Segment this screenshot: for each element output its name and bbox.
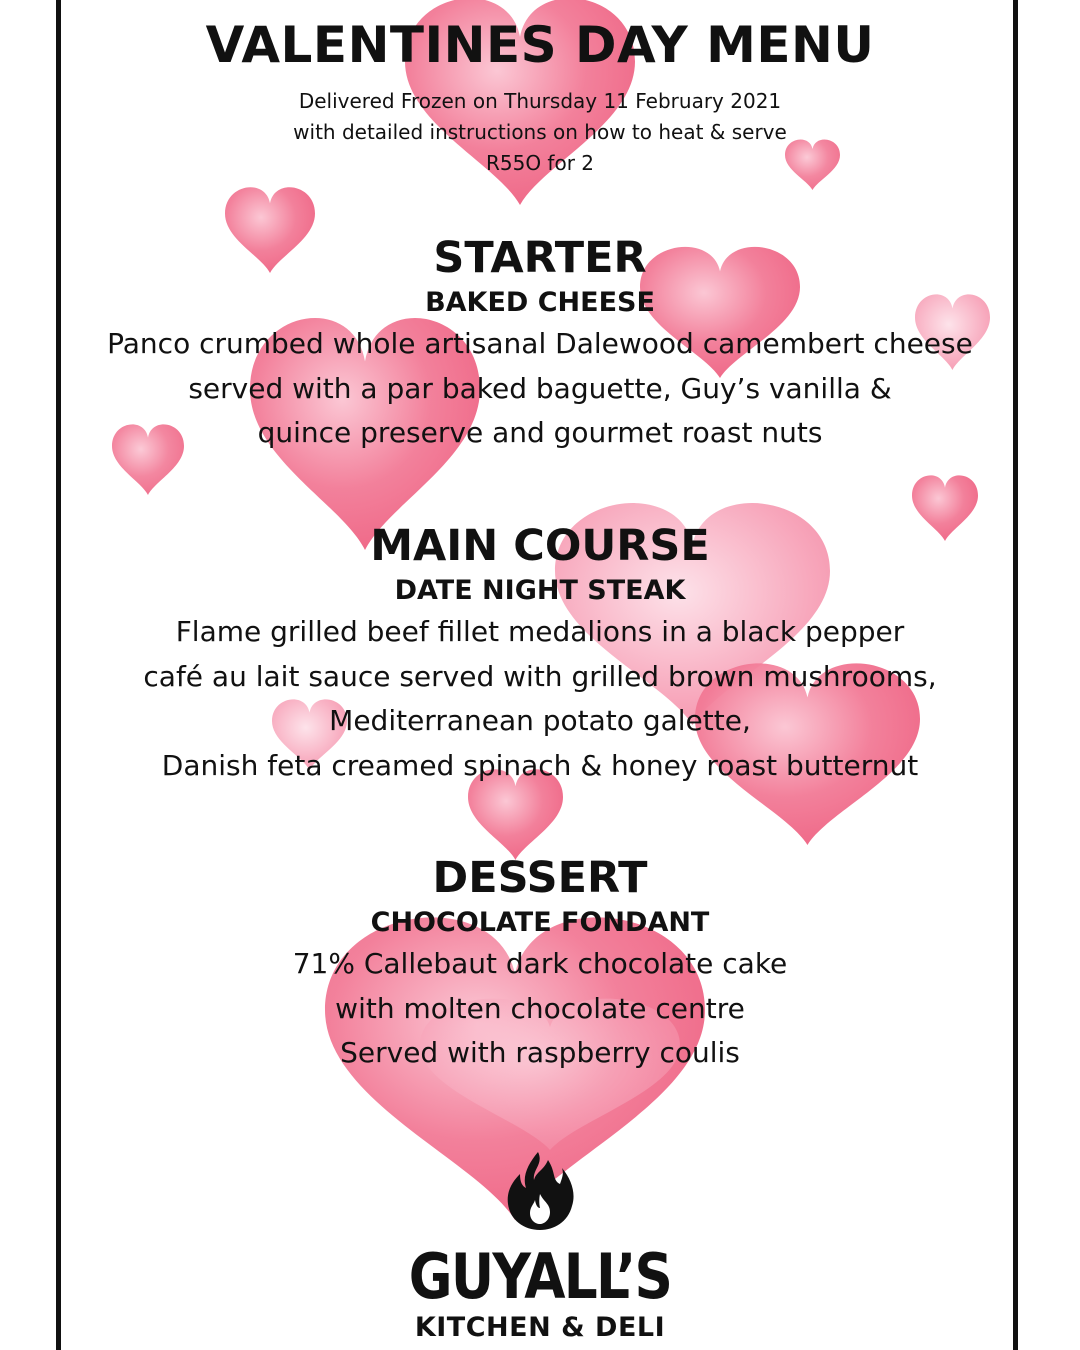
description-line: quince preserve and gourmet roast nuts xyxy=(257,416,823,449)
dish-description xyxy=(0,610,1080,788)
brand-name: GUYALL’S xyxy=(408,1240,672,1313)
dish-name: DATE NIGHT STEAK xyxy=(394,575,686,606)
menu-title: VALENTINES DAY MENU xyxy=(205,16,875,74)
description-line: Panco crumbed whole artisanal Dalewood camembert cheese xyxy=(107,327,973,360)
description-line: Danish feta creamed spinach & honey roast butternut xyxy=(161,748,919,782)
description-line: Mediterranean potato galette, xyxy=(329,704,751,737)
dish-description xyxy=(0,942,1080,1076)
dish-name: CHOCOLATE FONDANT xyxy=(370,907,710,938)
description-line: with molten chocolate centre xyxy=(335,991,745,1025)
description-line: served with a par baked baguette, Guy’s vanilla & xyxy=(188,371,892,405)
section-heading: STARTER xyxy=(433,233,647,283)
menu-intro xyxy=(0,86,1080,179)
intro-price: R55O for 2 xyxy=(485,151,595,175)
section-heading: DESSERT xyxy=(432,853,648,903)
description-line: café au lait sauce served with grilled brown mushrooms, xyxy=(143,659,937,693)
intro-line: with detailed instructions on how to heat & serve xyxy=(293,120,787,144)
flame-icon xyxy=(504,1150,576,1232)
description-line: Flame grilled beef fillet medalions in a black pepper xyxy=(175,615,905,648)
description-line: Served with raspberry coulis xyxy=(340,1036,740,1069)
section-starter xyxy=(0,232,1080,456)
intro-line: Delivered Frozen on Thursday 11 February 2021 xyxy=(298,89,782,113)
dish-description xyxy=(0,322,1080,456)
section-heading: MAIN COURSE xyxy=(370,521,710,571)
description-line: 71% Callebaut dark chocolate cake xyxy=(292,947,788,980)
brand-logo xyxy=(0,1150,1080,1346)
section-dessert xyxy=(0,852,1080,1076)
section-main-course xyxy=(0,520,1080,788)
brand-tagline: KITCHEN & DELI xyxy=(414,1312,666,1343)
dish-name: BAKED CHEESE xyxy=(425,287,655,318)
